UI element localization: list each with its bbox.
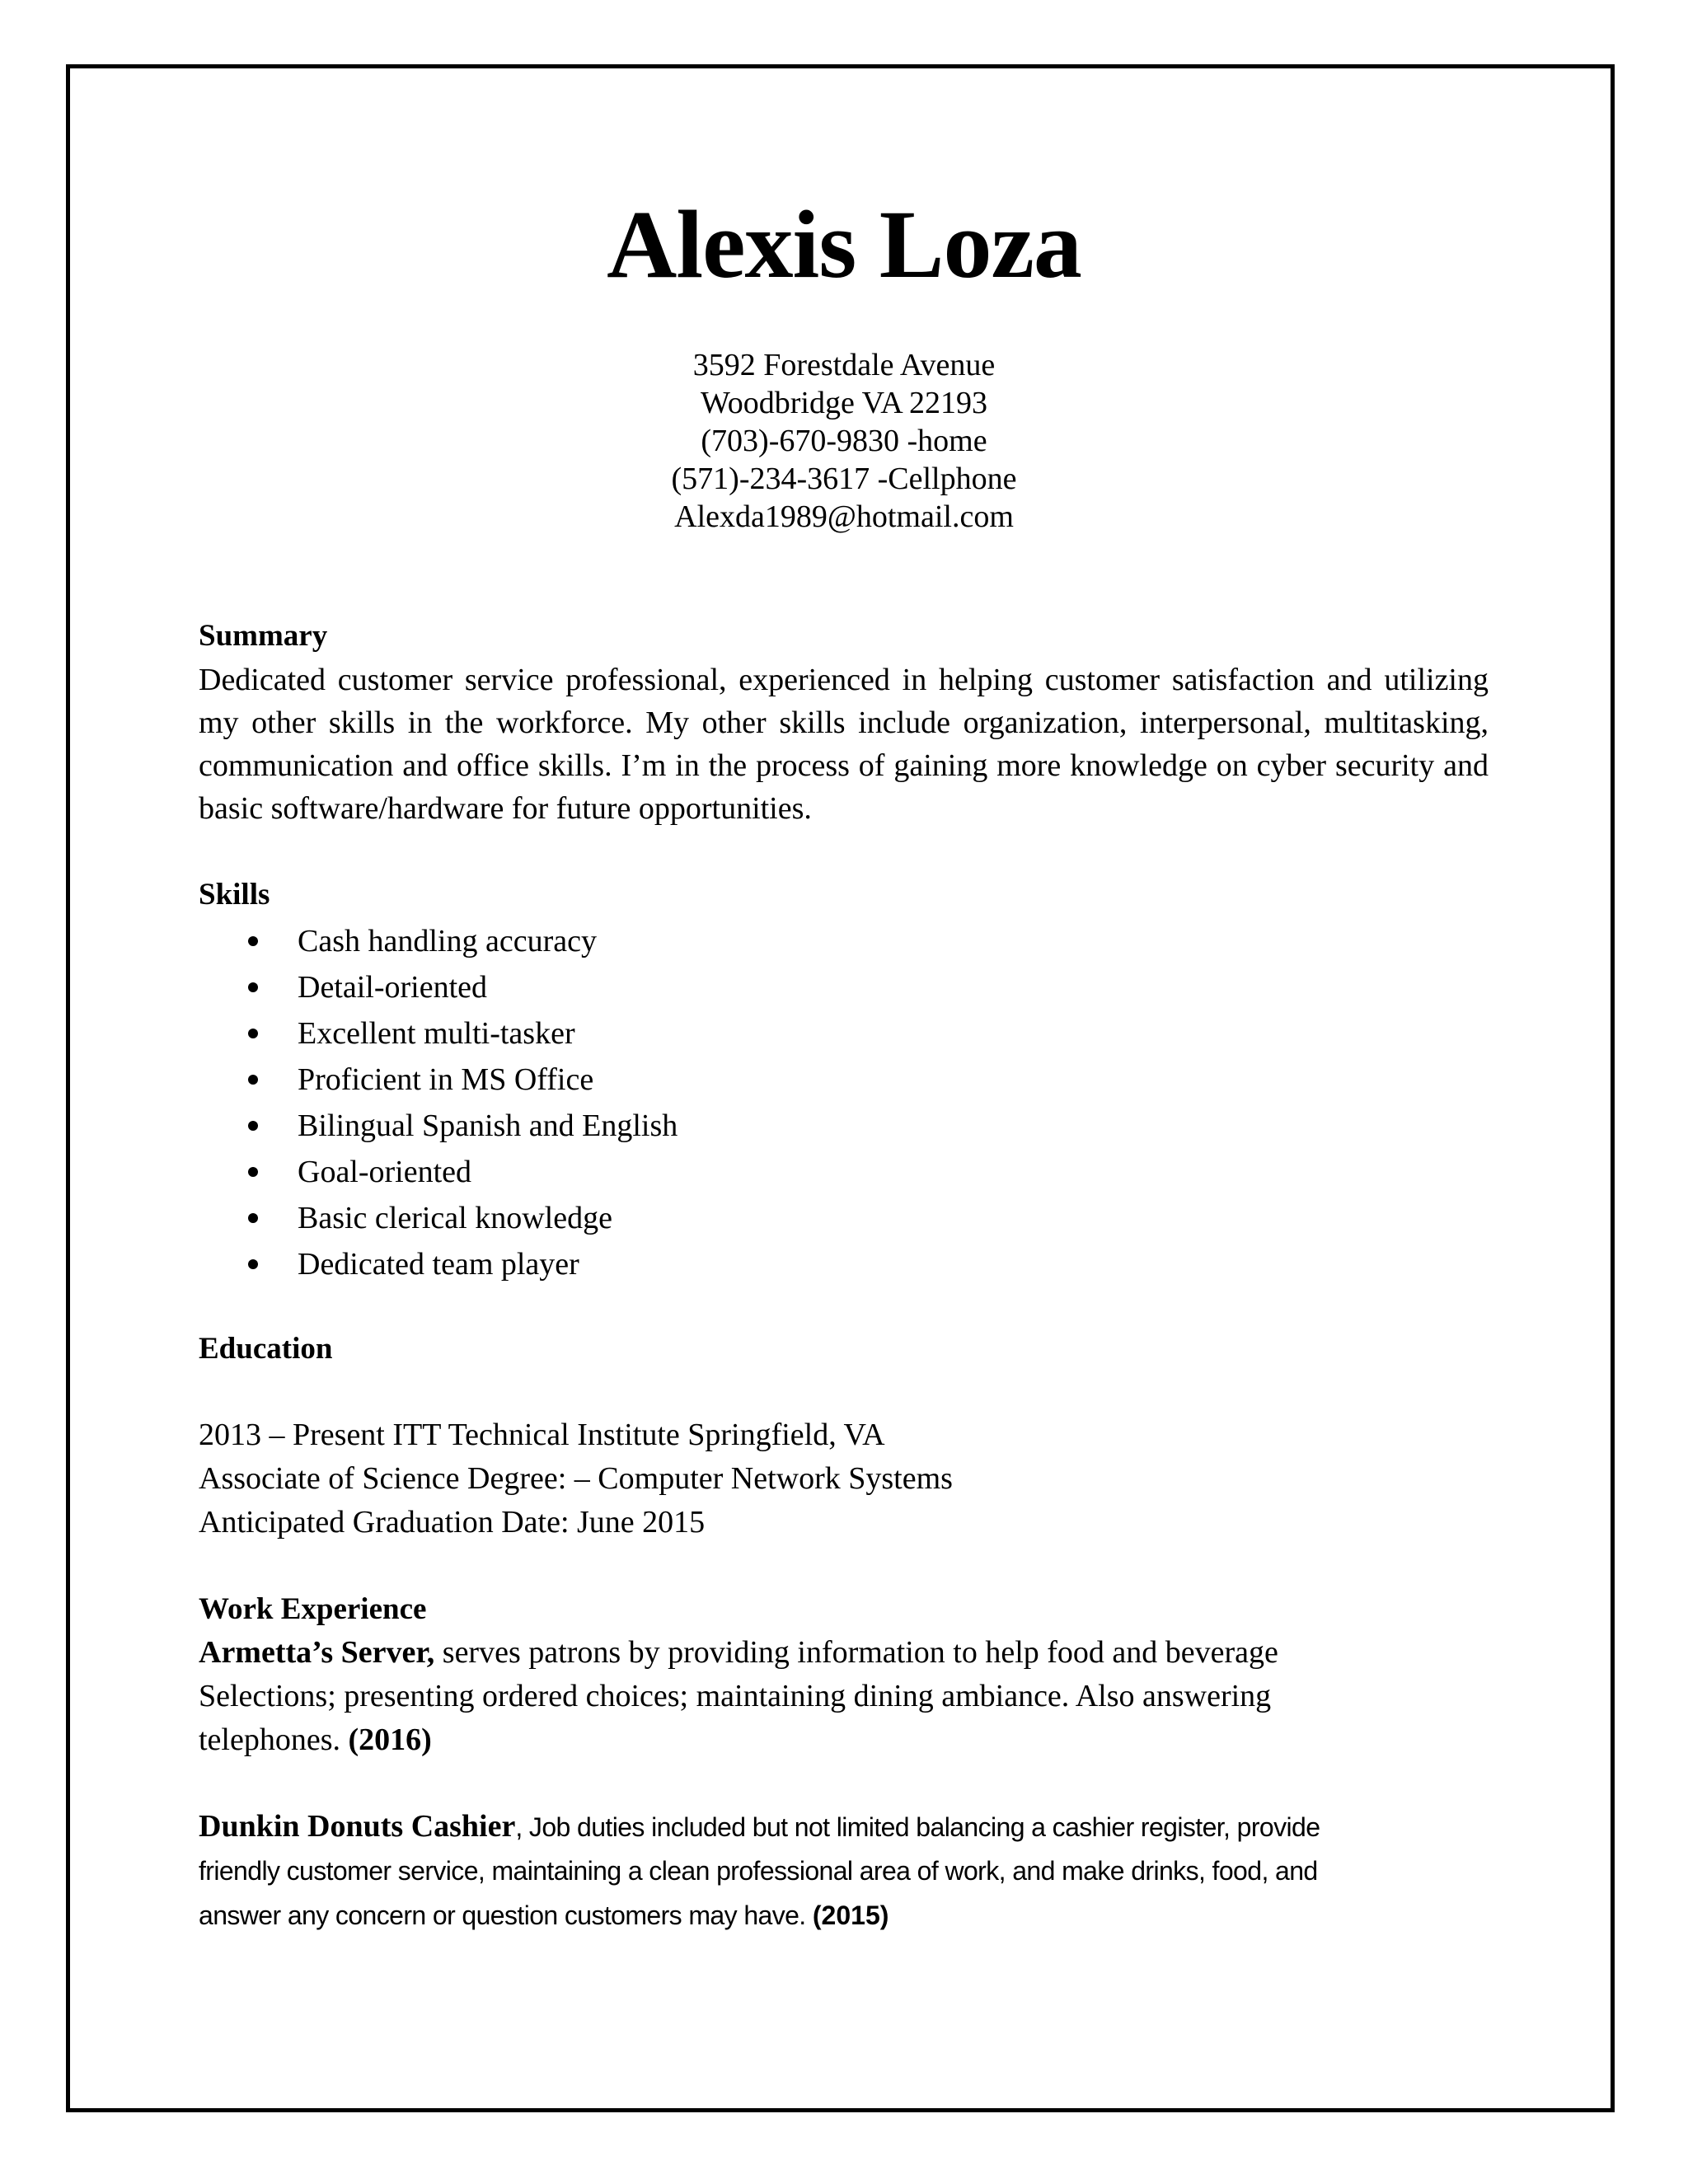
bullet-icon bbox=[248, 1259, 258, 1269]
bullet-icon bbox=[248, 1167, 258, 1177]
summary-heading: Summary bbox=[199, 619, 328, 653]
job-title: Armetta’s Server, bbox=[199, 1635, 435, 1670]
skill-label: Cash handling accuracy bbox=[298, 924, 597, 958]
list-item bbox=[199, 964, 1489, 1010]
email: Alexda1989@hotmail.com bbox=[674, 499, 1014, 534]
job-line: Selections; presenting ordered choices; maintaining dining ambiance. Also answering bbox=[199, 1679, 1272, 1713]
list-item bbox=[199, 1010, 1489, 1057]
job-entry bbox=[199, 1805, 1489, 1938]
education-heading: Education bbox=[199, 1332, 333, 1366]
list-item bbox=[199, 1195, 1489, 1241]
job-line bbox=[199, 1893, 1489, 1938]
bullet-icon bbox=[248, 1213, 258, 1223]
job-description: serves patrons by providing information to help food and beverage bbox=[434, 1635, 1278, 1670]
bullet-icon bbox=[248, 1075, 258, 1085]
work-experience-heading: Work Experience bbox=[199, 1592, 427, 1626]
job-entry bbox=[199, 1631, 1489, 1762]
job-line bbox=[199, 1631, 1489, 1675]
skill-label: Dedicated team player bbox=[298, 1247, 579, 1282]
bullet-icon bbox=[248, 1029, 258, 1038]
skill-label: Bilingual Spanish and English bbox=[298, 1108, 678, 1143]
job-line bbox=[199, 1805, 1489, 1849]
job-year: (2015) bbox=[812, 1900, 889, 1930]
home-phone: (703)-670-9830 -home bbox=[701, 424, 987, 458]
skill-label: Detail-oriented bbox=[298, 970, 488, 1005]
education-details bbox=[199, 1413, 1489, 1544]
list-item bbox=[199, 1241, 1489, 1287]
job-description: telephones. bbox=[199, 1722, 349, 1757]
contact-block bbox=[0, 346, 1688, 536]
list-item bbox=[199, 918, 1489, 964]
job-description: answer any concern or question customers may have. bbox=[199, 1900, 813, 1930]
skill-label: Basic clerical knowledge bbox=[298, 1201, 612, 1235]
job-line bbox=[199, 1718, 1489, 1762]
bullet-icon bbox=[248, 982, 258, 992]
skills-list bbox=[199, 918, 1489, 1287]
cell-phone: (571)-234-3617 -Cellphone bbox=[671, 462, 1017, 496]
skill-label: Goal-oriented bbox=[298, 1155, 472, 1189]
education-line: Associate of Science Degree: – Computer Network Systems bbox=[199, 1461, 953, 1496]
skills-heading: Skills bbox=[199, 878, 270, 912]
city-line: Woodbridge VA 22193 bbox=[700, 386, 988, 420]
list-item bbox=[199, 1057, 1489, 1103]
applicant-name: Alexis Loza bbox=[607, 190, 1081, 298]
education-line: Anticipated Graduation Date: June 2015 bbox=[199, 1505, 706, 1540]
list-item bbox=[199, 1149, 1489, 1195]
summary-text: Dedicated customer service professional, experienced in helping customer satisfaction and utilizing my other skills in the workforce. My other skills include organization, interpersonal, multitasking, communication and office skills. I’m in the process of gaining more knowledge on cyber security and basic software/hardware for future opportunities. bbox=[199, 663, 1489, 826]
skill-label: Proficient in MS Office bbox=[298, 1062, 594, 1097]
address-line: 3592 Forestdale Avenue bbox=[692, 348, 996, 382]
list-item bbox=[199, 1103, 1489, 1149]
education-line: 2013 – Present ITT Technical Institute Springfield, VA bbox=[199, 1418, 885, 1452]
skill-label: Excellent multi-tasker bbox=[298, 1016, 575, 1051]
resume-body bbox=[199, 614, 1489, 1938]
job-year: (2016) bbox=[348, 1722, 432, 1757]
job-line: friendly customer service, maintaining a clean professional area of work, and make drinks, food, and bbox=[199, 1856, 1318, 1886]
job-description: , Job duties included but not limited balancing a cashier register, provide bbox=[515, 1812, 1320, 1842]
bullet-icon bbox=[248, 1121, 258, 1131]
job-title: Dunkin Donuts Cashier bbox=[199, 1809, 516, 1844]
bullet-icon bbox=[248, 936, 258, 946]
